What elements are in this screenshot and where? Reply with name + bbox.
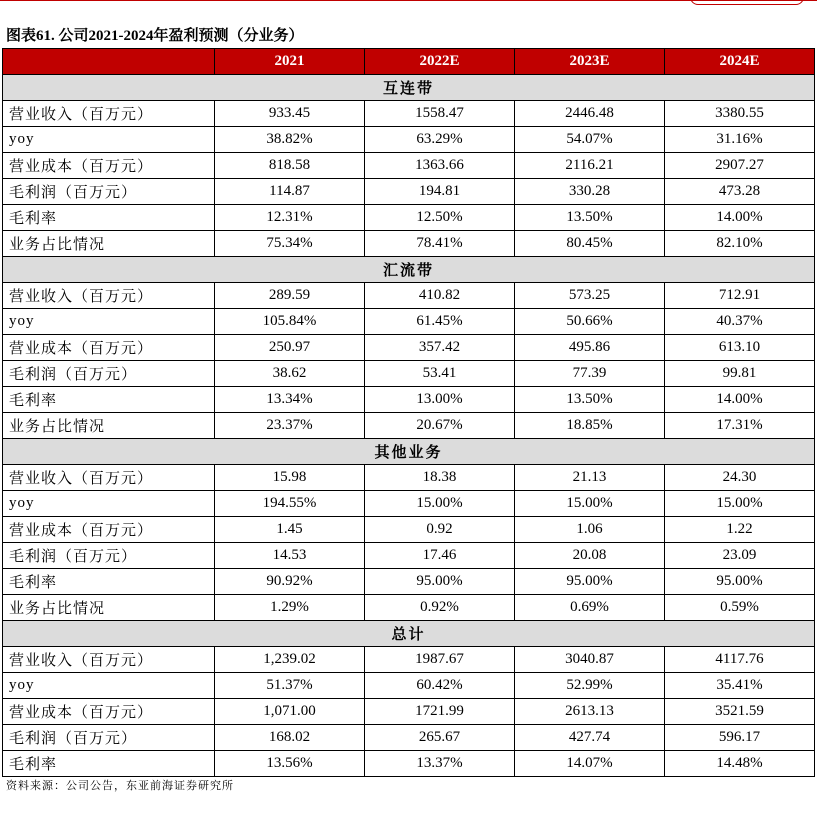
table-title: 图表61. 公司2021-2024年盈利预测（分业务） [6,28,304,44]
page-header-tab [690,0,804,5]
value-cell: 495.86 [515,335,665,361]
forecast-table [2,48,815,777]
table-row [3,543,815,569]
row-label: 业务占比情况 [3,231,215,257]
value-cell: 2907.27 [665,153,815,179]
value-cell: 38.62 [215,361,365,387]
value-cell: 14.00% [665,205,815,231]
row-label: 毛利率 [3,387,215,413]
section-title: 汇流带 [3,257,815,283]
value-cell: 1,071.00 [215,699,365,725]
value-cell: 194.81 [365,179,515,205]
value-cell: 99.81 [665,361,815,387]
row-label: 毛利润（百万元） [3,361,215,387]
value-cell: 3040.87 [515,647,665,673]
value-cell: 596.17 [665,725,815,751]
table-row [3,361,815,387]
table-row [3,205,815,231]
table-row [3,699,815,725]
value-cell: 17.46 [365,543,515,569]
value-cell: 95.00% [665,569,815,595]
value-cell: 712.91 [665,283,815,309]
row-label: 业务占比情况 [3,595,215,621]
table-row [3,725,815,751]
value-cell: 168.02 [215,725,365,751]
value-cell: 427.74 [515,725,665,751]
header-cell: 2022E [365,49,515,75]
value-cell: 14.00% [665,387,815,413]
value-cell: 613.10 [665,335,815,361]
value-cell: 18.85% [515,413,665,439]
row-label: yoy [3,491,215,517]
section-title: 总计 [3,621,815,647]
value-cell: 15.00% [665,491,815,517]
value-cell: 13.34% [215,387,365,413]
row-label: yoy [3,127,215,153]
value-cell: 265.67 [365,725,515,751]
value-cell: 3380.55 [665,101,815,127]
table-row [3,673,815,699]
table-row [3,647,815,673]
row-label: 营业成本（百万元） [3,517,215,543]
value-cell: 1987.67 [365,647,515,673]
row-label: 毛利率 [3,751,215,777]
value-cell: 13.50% [515,387,665,413]
row-label: 营业成本（百万元） [3,153,215,179]
value-cell: 14.07% [515,751,665,777]
value-cell: 95.00% [515,569,665,595]
table-row [3,595,815,621]
section-row [3,257,815,283]
value-cell: 2116.21 [515,153,665,179]
table-body [3,75,815,777]
value-cell: 194.55% [215,491,365,517]
value-cell: 573.25 [515,283,665,309]
value-cell: 2446.48 [515,101,665,127]
value-cell: 60.42% [365,673,515,699]
value-cell: 0.92% [365,595,515,621]
value-cell: 250.97 [215,335,365,361]
table-row [3,491,815,517]
value-cell: 1363.66 [365,153,515,179]
value-cell: 35.41% [665,673,815,699]
table-row [3,153,815,179]
value-cell: 38.82% [215,127,365,153]
value-cell: 473.28 [665,179,815,205]
value-cell: 24.30 [665,465,815,491]
value-cell: 13.37% [365,751,515,777]
value-cell: 114.87 [215,179,365,205]
table-row [3,413,815,439]
value-cell: 1.45 [215,517,365,543]
value-cell: 3521.59 [665,699,815,725]
value-cell: 12.50% [365,205,515,231]
table-row [3,231,815,257]
row-label: 营业收入（百万元） [3,283,215,309]
value-cell: 80.45% [515,231,665,257]
header-cell: 2023E [515,49,665,75]
value-cell: 14.53 [215,543,365,569]
value-cell: 51.37% [215,673,365,699]
value-cell: 52.99% [515,673,665,699]
section-row [3,75,815,101]
value-cell: 50.66% [515,309,665,335]
value-cell: 20.67% [365,413,515,439]
value-cell: 31.16% [665,127,815,153]
value-cell: 77.39 [515,361,665,387]
value-cell: 1.29% [215,595,365,621]
section-row [3,439,815,465]
row-label: yoy [3,673,215,699]
value-cell: 357.42 [365,335,515,361]
header-cell: 2024E [665,49,815,75]
value-cell: 18.38 [365,465,515,491]
row-label: 营业成本（百万元） [3,699,215,725]
table-row [3,465,815,491]
table-row [3,517,815,543]
row-label: 营业收入（百万元） [3,465,215,491]
table-row [3,569,815,595]
header-cell [3,49,215,75]
table-row [3,751,815,777]
value-cell: 0.69% [515,595,665,621]
value-cell: 23.09 [665,543,815,569]
row-label: 营业成本（百万元） [3,335,215,361]
value-cell: 13.56% [215,751,365,777]
section-title: 互连带 [3,75,815,101]
value-cell: 54.07% [515,127,665,153]
row-label: 毛利润（百万元） [3,725,215,751]
value-cell: 13.00% [365,387,515,413]
row-label: 毛利率 [3,205,215,231]
value-cell: 1,239.02 [215,647,365,673]
value-cell: 15.00% [365,491,515,517]
table-row [3,387,815,413]
value-cell: 1.06 [515,517,665,543]
value-cell: 20.08 [515,543,665,569]
header-row [3,49,815,75]
value-cell: 21.13 [515,465,665,491]
value-cell: 17.31% [665,413,815,439]
value-cell: 1558.47 [365,101,515,127]
value-cell: 40.37% [665,309,815,335]
value-cell: 90.92% [215,569,365,595]
row-label: 营业收入（百万元） [3,101,215,127]
value-cell: 0.92 [365,517,515,543]
value-cell: 933.45 [215,101,365,127]
value-cell: 15.00% [515,491,665,517]
row-label: yoy [3,309,215,335]
value-cell: 105.84% [215,309,365,335]
value-cell: 12.31% [215,205,365,231]
section-title: 其他业务 [3,439,815,465]
table-row [3,127,815,153]
value-cell: 410.82 [365,283,515,309]
value-cell: 13.50% [515,205,665,231]
table-row [3,335,815,361]
value-cell: 53.41 [365,361,515,387]
row-label: 毛利率 [3,569,215,595]
table-header [3,49,815,75]
row-label: 营业收入（百万元） [3,647,215,673]
row-label: 毛利润（百万元） [3,543,215,569]
source-note: 资料来源：公司公告，东亚前海证券研究所 [6,780,234,792]
header-cell: 2021 [215,49,365,75]
value-cell: 0.59% [665,595,815,621]
value-cell: 82.10% [665,231,815,257]
value-cell: 78.41% [365,231,515,257]
value-cell: 1721.99 [365,699,515,725]
table-row [3,179,815,205]
value-cell: 1.22 [665,517,815,543]
table-row [3,101,815,127]
value-cell: 95.00% [365,569,515,595]
value-cell: 75.34% [215,231,365,257]
table-row [3,283,815,309]
value-cell: 289.59 [215,283,365,309]
value-cell: 330.28 [515,179,665,205]
section-row [3,621,815,647]
value-cell: 61.45% [365,309,515,335]
row-label: 毛利润（百万元） [3,179,215,205]
value-cell: 4117.76 [665,647,815,673]
value-cell: 15.98 [215,465,365,491]
value-cell: 63.29% [365,127,515,153]
table-row [3,309,815,335]
value-cell: 14.48% [665,751,815,777]
value-cell: 23.37% [215,413,365,439]
value-cell: 818.58 [215,153,365,179]
row-label: 业务占比情况 [3,413,215,439]
value-cell: 2613.13 [515,699,665,725]
